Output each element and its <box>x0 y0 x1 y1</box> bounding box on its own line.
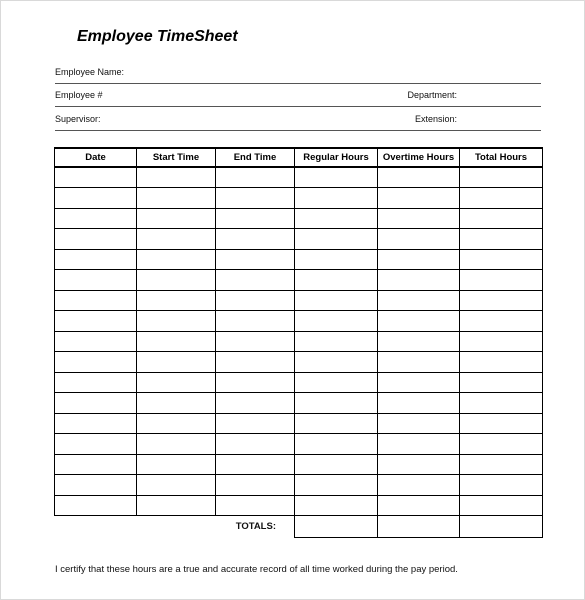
cell-start-time[interactable] <box>137 311 216 332</box>
cell-overtime-hours[interactable] <box>378 270 460 291</box>
cell-start-time[interactable] <box>137 188 216 209</box>
column-header-start-time: Start Time <box>137 148 216 167</box>
table-row <box>55 475 543 496</box>
cell-total-hours[interactable] <box>460 188 543 209</box>
table-row <box>55 495 543 516</box>
cell-regular-hours[interactable] <box>295 290 378 311</box>
cell-date[interactable] <box>55 208 137 229</box>
department-label: Department: <box>407 90 457 100</box>
cell-regular-hours[interactable] <box>295 270 378 291</box>
total-regular-hours[interactable] <box>295 516 378 538</box>
cell-date[interactable] <box>55 475 137 496</box>
cell-regular-hours[interactable] <box>295 393 378 414</box>
cell-total-hours[interactable] <box>460 208 543 229</box>
cell-start-time[interactable] <box>137 167 216 188</box>
cell-regular-hours[interactable] <box>295 249 378 270</box>
cell-end-time[interactable] <box>216 167 295 188</box>
employee-name-field[interactable] <box>55 83 541 84</box>
cell-end-time[interactable] <box>216 413 295 434</box>
cell-total-hours[interactable] <box>460 331 543 352</box>
employee-number-department-field[interactable] <box>55 106 541 107</box>
table-row <box>55 208 543 229</box>
cell-start-time[interactable] <box>137 208 216 229</box>
table-body <box>55 167 543 538</box>
page-title: Employee TimeSheet <box>77 28 238 45</box>
cell-end-time[interactable] <box>216 270 295 291</box>
cell-total-hours[interactable] <box>460 454 543 475</box>
cell-overtime-hours[interactable] <box>378 372 460 393</box>
cell-regular-hours[interactable] <box>295 454 378 475</box>
table-row <box>55 229 543 250</box>
cell-overtime-hours[interactable] <box>378 393 460 414</box>
cell-end-time[interactable] <box>216 249 295 270</box>
cell-end-time[interactable] <box>216 372 295 393</box>
cell-start-time[interactable] <box>137 495 216 516</box>
cell-regular-hours[interactable] <box>295 229 378 250</box>
cell-date[interactable] <box>55 495 137 516</box>
cell-total-hours[interactable] <box>460 475 543 496</box>
supervisor-label: Supervisor: <box>55 114 101 124</box>
cell-regular-hours[interactable] <box>295 413 378 434</box>
cell-start-time[interactable] <box>137 434 216 455</box>
table-row <box>55 454 543 475</box>
cell-end-time[interactable] <box>216 475 295 496</box>
cell-date[interactable] <box>55 229 137 250</box>
cell-overtime-hours[interactable] <box>378 249 460 270</box>
table-row <box>55 393 543 414</box>
cell-date[interactable] <box>55 290 137 311</box>
certification-statement: I certify that these hours are a true and accurate record of all time worked during the pay period. <box>55 564 458 575</box>
cell-regular-hours[interactable] <box>295 434 378 455</box>
cell-total-hours[interactable] <box>460 352 543 373</box>
cell-end-time[interactable] <box>216 393 295 414</box>
table-row <box>55 331 543 352</box>
cell-overtime-hours[interactable] <box>378 434 460 455</box>
total-total-hours[interactable] <box>460 516 543 538</box>
table-row <box>55 249 543 270</box>
table-row <box>55 167 543 188</box>
timesheet-table <box>54 147 543 538</box>
cell-total-hours[interactable] <box>460 495 543 516</box>
table-row <box>55 270 543 291</box>
cell-end-time[interactable] <box>216 495 295 516</box>
cell-start-time[interactable] <box>137 352 216 373</box>
employee-name-label: Employee Name: <box>55 67 125 77</box>
cell-regular-hours[interactable] <box>295 188 378 209</box>
cell-total-hours[interactable] <box>460 311 543 332</box>
cell-overtime-hours[interactable] <box>378 454 460 475</box>
cell-overtime-hours[interactable] <box>378 188 460 209</box>
cell-date[interactable] <box>55 311 137 332</box>
extension-label: Extension: <box>414 114 457 124</box>
cell-overtime-hours[interactable] <box>378 167 460 188</box>
cell-total-hours[interactable] <box>460 270 543 291</box>
cell-overtime-hours[interactable] <box>378 208 460 229</box>
cell-start-time[interactable] <box>137 331 216 352</box>
cell-end-time[interactable] <box>216 454 295 475</box>
totals-row <box>55 516 543 538</box>
column-header-date: Date <box>55 148 137 167</box>
table-row <box>55 372 543 393</box>
employee-number-label: Employee # <box>55 90 103 100</box>
cell-regular-hours[interactable] <box>295 331 378 352</box>
cell-regular-hours[interactable] <box>295 475 378 496</box>
column-header-total-hours: Total Hours <box>460 148 543 167</box>
cell-overtime-hours[interactable] <box>378 495 460 516</box>
totals-label: TOTALS: <box>235 521 276 533</box>
cell-date[interactable] <box>55 372 137 393</box>
cell-total-hours[interactable] <box>460 290 543 311</box>
cell-start-time[interactable] <box>137 270 216 291</box>
cell-overtime-hours[interactable] <box>378 290 460 311</box>
cell-end-time[interactable] <box>216 290 295 311</box>
cell-end-time[interactable] <box>216 208 295 229</box>
cell-date[interactable] <box>55 249 137 270</box>
cell-overtime-hours[interactable] <box>378 311 460 332</box>
cell-end-time[interactable] <box>216 229 295 250</box>
table-header-row <box>55 148 543 167</box>
cell-overtime-hours[interactable] <box>378 331 460 352</box>
cell-start-time[interactable] <box>137 229 216 250</box>
column-header-regular-hours: Regular Hours <box>295 148 378 167</box>
cell-end-time[interactable] <box>216 311 295 332</box>
cell-overtime-hours[interactable] <box>378 413 460 434</box>
column-header-end-time: End Time <box>216 148 295 167</box>
cell-regular-hours[interactable] <box>295 352 378 373</box>
cell-start-time[interactable] <box>137 393 216 414</box>
table-row <box>55 311 543 332</box>
cell-date[interactable] <box>55 188 137 209</box>
supervisor-extension-field[interactable] <box>55 130 541 131</box>
cell-total-hours[interactable] <box>460 413 543 434</box>
cell-regular-hours[interactable] <box>295 372 378 393</box>
cell-total-hours[interactable] <box>460 229 543 250</box>
cell-regular-hours[interactable] <box>295 208 378 229</box>
cell-overtime-hours[interactable] <box>378 352 460 373</box>
cell-start-time[interactable] <box>137 413 216 434</box>
cell-start-time[interactable] <box>137 249 216 270</box>
cell-regular-hours[interactable] <box>295 167 378 188</box>
cell-start-time[interactable] <box>137 454 216 475</box>
cell-overtime-hours[interactable] <box>378 229 460 250</box>
cell-total-hours[interactable] <box>460 249 543 270</box>
cell-date[interactable] <box>55 454 137 475</box>
table-row <box>55 434 543 455</box>
total-overtime-hours[interactable] <box>378 516 460 538</box>
cell-date[interactable] <box>55 393 137 414</box>
table-row <box>55 352 543 373</box>
cell-end-time[interactable] <box>216 434 295 455</box>
cell-date[interactable] <box>55 270 137 291</box>
cell-date[interactable] <box>55 331 137 352</box>
table-row <box>55 290 543 311</box>
cell-start-time[interactable] <box>137 372 216 393</box>
cell-total-hours[interactable] <box>460 393 543 414</box>
cell-date[interactable] <box>55 167 137 188</box>
cell-date[interactable] <box>55 413 137 434</box>
table-row <box>55 188 543 209</box>
cell-total-hours[interactable] <box>460 372 543 393</box>
cell-regular-hours[interactable] <box>295 311 378 332</box>
table-row <box>55 413 543 434</box>
cell-start-time[interactable] <box>137 290 216 311</box>
cell-end-time[interactable] <box>216 331 295 352</box>
cell-regular-hours[interactable] <box>295 495 378 516</box>
cell-total-hours[interactable] <box>460 167 543 188</box>
cell-start-time[interactable] <box>137 475 216 496</box>
cell-total-hours[interactable] <box>460 434 543 455</box>
column-header-overtime-hours: Overtime Hours <box>378 148 460 167</box>
cell-end-time[interactable] <box>216 352 295 373</box>
cell-overtime-hours[interactable] <box>378 475 460 496</box>
cell-end-time[interactable] <box>216 188 295 209</box>
cell-date[interactable] <box>55 352 137 373</box>
cell-date[interactable] <box>55 434 137 455</box>
